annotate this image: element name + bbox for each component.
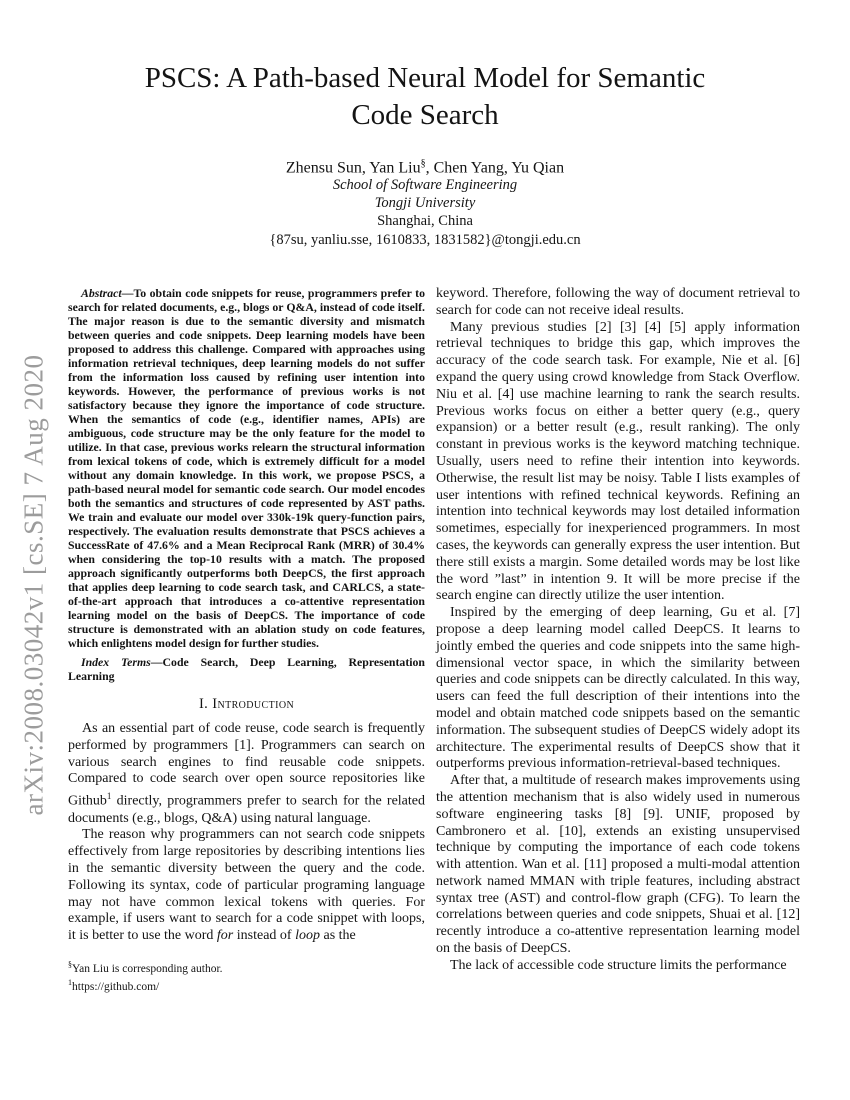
github-footnote-mark: 1 xyxy=(106,791,112,802)
author-emails: {87su, yanliu.sse, 1610833, 1831582}@tongji.edu.cn xyxy=(269,231,581,248)
affiliation-university: Tongji University xyxy=(374,194,476,211)
italic-word-for: for xyxy=(216,928,234,944)
section-heading-introduction: I. Introduction xyxy=(198,696,295,712)
right-column xyxy=(436,286,800,995)
footnote-number-mark: 1 xyxy=(68,978,72,988)
footnotes xyxy=(68,958,425,995)
body-paragraph-2: Many previous studies [2] [3] [4] [5] apply information retrieval techniques to bridge this gap, which improves the accuracy of the code search task. For example, Nie et al. [6] expand the query using crowd knowledge from Stack Overflow. Niu et al. [4] use machine learning to rank the search results. Previous works focus on either a better query (e.g., query expansion) or a better result (e.g., result ranking). The only constant in previous works is the keyword matching technique. Usually, users need to refine their intention into keywords. Otherwise, the result list may be noisy. Table I lists examples of user intentions with refined technical keywords. Refining an intention into technical keywords may lost detailed information sometimes, especially for inexperienced programmers. In most cases, the keywords can generally express the user intention. But there still exists a margin. Some detailed words may be lost like the word ”last” in intention 9. It will be more precise if the search engine can directly utilize the user intention. xyxy=(436,319,800,604)
left-column xyxy=(68,286,425,995)
abstract-text: —To obtain code snippets for reuse, programmers prefer to search for related documents, e.g., blogs or Q&A, instead of code itself. The major reason is due to the semantic diversity and mismatch between queries and code snippets. Deep learning models have been proposed to address this challenge. Compared with approaches using information retrieval techniques, deep learning models do not suffer from the information loss caused by refining user intention into keywords. However, the performance of previous works is not satisfactory because they ignore the importance of code structure. When the semantics of code (e.g., identifier names, APIs) are ambiguous, code structure may be the only feature for the model to utilize. In that case, previous works relearn the structural information from lexical tokens of code, which is extremely difficult for a model without any domain knowledge. In this work, we propose PSCS, a path-based neural model for semantic code search. Our model encodes both the semantics and structures of code represented by AST paths. We train and evaluate our model over 330k-19k query-function pairs, respectively. The evaluation results demonstrate that PSCS achieves a SuccessRate of 47.6% and a Mean Reciprocal Rank (MRR) of 30.4% when considering the top-10 results with a match. The proposed approach significantly outperforms both DeepCS, the first approach that applies deep learning to code search task, and CARLCS, a state-of-the-art approach that introduces a co-attentive representation learning model on the basis of DeepCS. The importance of code structure is demonstrated with an ablation study on code features, which enlightens model design for further studies. xyxy=(68,286,425,650)
body-paragraph-1: keyword. Therefore, following the way of document retrieval to search for code can not receive ideal results. xyxy=(436,286,800,318)
intro-paragraph-2-text: The reason why programmers can not search code snippets effectively from large repositories by describing intentions lies in the semantic diversity between the query and the code. Following its syntax, code of particular programing language may not have common lexical tokens with queries. For example, if users want to search for a code snippet with loops, it is better to use the word xyxy=(68,827,425,944)
paper-title xyxy=(0,60,850,133)
affiliation-city: Shanghai, China xyxy=(377,213,473,230)
footnote-corresponding-author xyxy=(68,958,425,976)
intro-paragraph-2-end: as the xyxy=(319,928,356,944)
index-terms xyxy=(68,655,425,683)
footnote-section-mark: § xyxy=(68,960,72,970)
footnote-corresponding-author-text: Yan Liu is corresponding author. xyxy=(72,962,223,975)
abstract-label: Abstract xyxy=(81,286,122,300)
footnote-github-url-text: https://github.com/ xyxy=(72,981,160,994)
index-terms-label: Index Terms xyxy=(81,655,151,669)
two-column-body xyxy=(68,286,800,995)
index-terms-text: —Code Search, Deep Learning, Representation Learning xyxy=(68,655,425,683)
corresponding-author-mark: § xyxy=(420,158,426,170)
paper-title-line2: Code Search xyxy=(351,98,499,131)
footnote-github-url xyxy=(68,976,425,994)
affiliation-school: School of Software Engineering xyxy=(332,177,518,194)
intro-paragraph-1-cont: directly, programmers prefer to search for the related documents (e.g., blogs, Q&A) using natural language. xyxy=(68,793,425,826)
intro-paragraph-2 xyxy=(68,827,425,945)
body-paragraph-5: The lack of accessible code structure limits the performance xyxy=(450,957,787,973)
author-names-pre: Zhensu Sun, Yan Liu xyxy=(285,159,421,177)
italic-word-loop: loop xyxy=(295,928,320,944)
intro-paragraph-1-text: As an essential part of code reuse, code search is frequently performed by programmers [1]. Programmers can search on various search engines to find reusable code snippets. Compared to code search over open source repositories like Github xyxy=(68,721,425,809)
intro-paragraph-2-mid: instead of xyxy=(233,928,296,944)
arxiv-watermark: arXiv:2008.03042v1 [cs.SE] 7 Aug 2020 xyxy=(18,354,49,816)
body-paragraph-4: After that, a multitude of research makes improvements using the attention mechanism that is also widely used in numerous software engineering tasks [8] [9]. UNIF, proposed by Cambronero et al. [10], extends an existing unsupervised technique by computing the importance of each code tokens with attention. Wan et al. [11] proposed a multi-modal attention network named MMAN with triple features, including abstract syntax tree (AST) and control-flow graph (CFG). To learn the correlations between queries and code snippets, Shuai et al. [12] recently introduce a co-attentive representation learning model on the basis of DeepCS. xyxy=(436,773,800,957)
body-paragraph-3: Inspired by the emerging of deep learning, Gu et al. [7] propose a deep learning model called DeepCS. It learns to jointly embed the queries and code snippets into the same high-dimensional vector space, in which the similarity between queries and code snippets can be directly calculated. In this way, users can feed the full description of their intentions into the model and obtain matched code snippets based on the semantic information. The subsequent studies of DeepCS widely adopt its architecture. The experimental results of DeepCS show that it outperforms previous information-retrieval-based techniques. xyxy=(436,605,800,772)
author-line xyxy=(0,158,850,177)
intro-paragraph-1 xyxy=(68,721,425,827)
paper-header xyxy=(0,60,850,249)
abstract-paragraph xyxy=(68,286,425,650)
paper-title-line1: PSCS: A Path-based Neural Model for Semantic xyxy=(144,62,706,94)
author-names-post: , Chen Yang, Yu Qian xyxy=(425,159,565,177)
